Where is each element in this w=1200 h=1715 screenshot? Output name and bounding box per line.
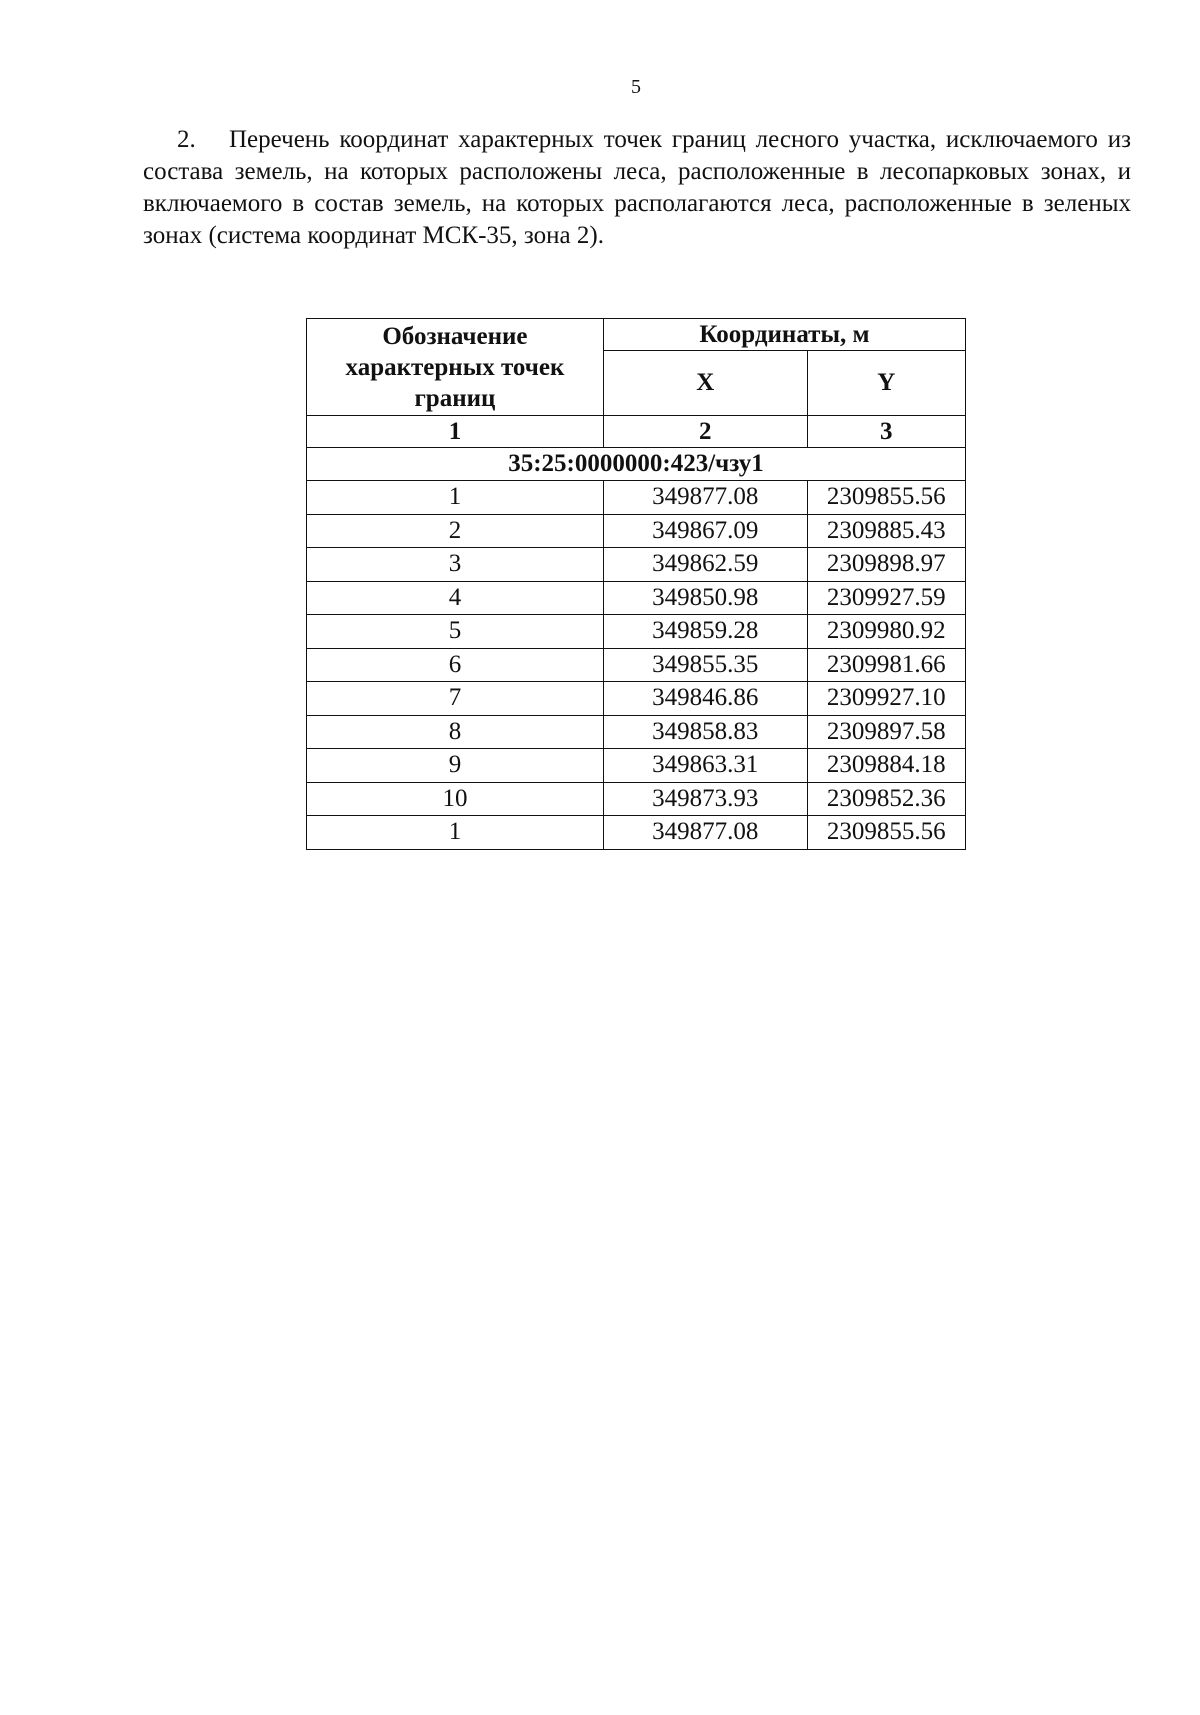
point-cell: 8 [307,715,604,749]
paragraph-text: Перечень координат характерных точек границ лесного участка, исключаемого из состава земель, на которых расположены леса, расположенные в лесопарковых зонах, и включаемого в состав земель, на которых располагаются леса, расположенные в зеленых зонах (система координат МСК-35, зона 2). [143,126,1131,249]
column-number-1: 1 [307,416,604,448]
point-cell: 2 [307,514,604,548]
x-coordinate-cell: 349877.08 [603,816,807,850]
x-coordinate-cell: 349846.86 [603,682,807,716]
column-number-2: 2 [603,416,807,448]
header-x-label: X [603,351,807,416]
table-row [307,548,966,582]
y-coordinate-cell: 2309855.56 [807,816,965,850]
x-coordinate-cell: 349877.08 [603,481,807,515]
y-coordinate-cell: 2309884.18 [807,749,965,783]
table-row [307,682,966,716]
point-cell: 5 [307,615,604,649]
table-header-row [307,319,966,351]
table-row [307,581,966,615]
point-cell: 1 [307,816,604,850]
point-cell: 6 [307,648,604,682]
page-number: 5 [631,76,641,98]
header-y-label: Y [807,351,965,416]
column-number-3: 3 [807,416,965,448]
x-coordinate-cell: 349858.83 [603,715,807,749]
x-coordinate-cell: 349867.09 [603,514,807,548]
section-paragraph [143,124,1131,252]
y-coordinate-cell: 2309897.58 [807,715,965,749]
table-row [307,481,966,515]
point-cell: 7 [307,682,604,716]
y-coordinate-cell: 2309898.97 [807,548,965,582]
y-coordinate-cell: 2309852.36 [807,782,965,816]
y-coordinate-cell: 2309927.10 [807,682,965,716]
header-coords-label: Координаты, м [603,319,965,351]
point-cell: 4 [307,581,604,615]
table-row [307,514,966,548]
x-coordinate-cell: 349873.93 [603,782,807,816]
x-coordinate-cell: 349859.28 [603,615,807,649]
column-number-row [307,416,966,448]
point-cell: 3 [307,548,604,582]
x-coordinate-cell: 349850.98 [603,581,807,615]
point-cell: 9 [307,749,604,783]
table-row [307,648,966,682]
parcel-row [307,448,966,481]
table-row [307,715,966,749]
y-coordinate-cell: 2309927.59 [807,581,965,615]
table-row [307,749,966,783]
table-row [307,816,966,850]
table-row [307,782,966,816]
y-coordinate-cell: 2309980.92 [807,615,965,649]
x-coordinate-cell: 349855.35 [603,648,807,682]
parcel-number: 35:25:0000000:423/чзу1 [307,448,966,481]
point-cell: 10 [307,782,604,816]
y-coordinate-cell: 2309855.56 [807,481,965,515]
paragraph-number: 2. [177,126,196,153]
x-coordinate-cell: 349862.59 [603,548,807,582]
table-row [307,615,966,649]
y-coordinate-cell: 2309885.43 [807,514,965,548]
x-coordinate-cell: 349863.31 [603,749,807,783]
header-point-label: Обозначение характерных точек границ [307,319,604,416]
coordinates-table [306,318,966,850]
y-coordinate-cell: 2309981.66 [807,648,965,682]
point-cell: 1 [307,481,604,515]
